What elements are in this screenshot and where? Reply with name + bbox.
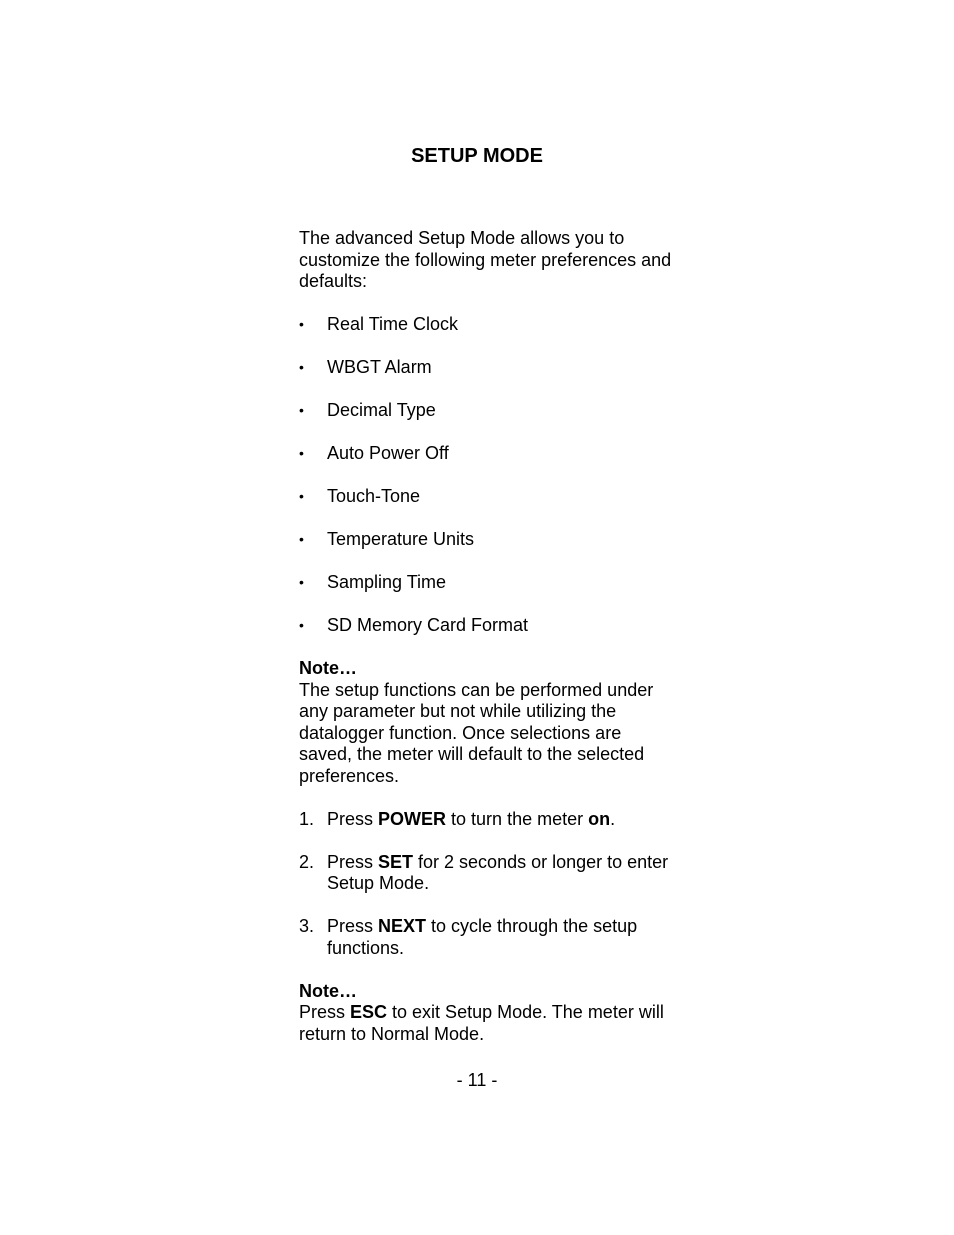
step-item: 2. Press SET for 2 seconds or longer to enter Setup Mode. xyxy=(299,851,669,893)
page-title: SETUP MODE xyxy=(411,145,543,167)
step-item: 3. Press NEXT to cycle through the setup functions. xyxy=(299,916,638,958)
key-name: SET xyxy=(378,851,414,872)
list-item: • Auto Power Off xyxy=(299,443,449,463)
note-text: The setup functions can be performed under any parameter but not while utilizing the datalogger function. Once selections are saved, the meter will default to the selected preferences. xyxy=(299,679,654,786)
page-number: - 11 - xyxy=(456,1070,498,1090)
note-label: Note… xyxy=(299,980,357,1001)
list-item: • Sampling Time xyxy=(299,572,447,592)
step-item: 1. Press POWER to turn the meter on. xyxy=(299,808,616,829)
step-number: 3. xyxy=(299,916,315,936)
bullet-icon: • xyxy=(299,488,304,504)
list-item: • Real Time Clock xyxy=(299,314,459,334)
bullet-icon: • xyxy=(299,617,304,633)
list-item: • WBGT Alarm xyxy=(299,357,432,377)
list-item: • SD Memory Card Format xyxy=(299,615,529,635)
feature-list xyxy=(299,314,679,637)
list-item: • Decimal Type xyxy=(299,400,436,420)
step-number: 1. xyxy=(299,808,315,829)
key-name: POWER xyxy=(378,808,447,829)
bullet-icon: • xyxy=(299,531,304,547)
key-name: ESC xyxy=(350,1002,388,1022)
steps-list xyxy=(299,809,679,960)
note-label: Note… xyxy=(299,658,357,678)
page-content xyxy=(299,228,679,1045)
list-item: • Touch-Tone xyxy=(299,486,421,506)
bullet-icon: • xyxy=(299,574,304,590)
bullet-icon: • xyxy=(299,445,304,461)
key-state: on xyxy=(588,808,611,829)
bullet-icon: • xyxy=(299,402,304,418)
bullet-icon: • xyxy=(299,359,304,375)
step-number: 2. xyxy=(299,851,315,872)
bullet-icon: • xyxy=(299,316,304,332)
list-item: • Temperature Units xyxy=(299,529,475,549)
key-name: NEXT xyxy=(378,916,427,936)
intro-paragraph: The advanced Setup Mode allows you to customize the following meter preferences and defaults: xyxy=(299,228,672,291)
note-text: Press ESC to exit Setup Mode. The meter will return to Normal Mode. xyxy=(299,1002,664,1044)
